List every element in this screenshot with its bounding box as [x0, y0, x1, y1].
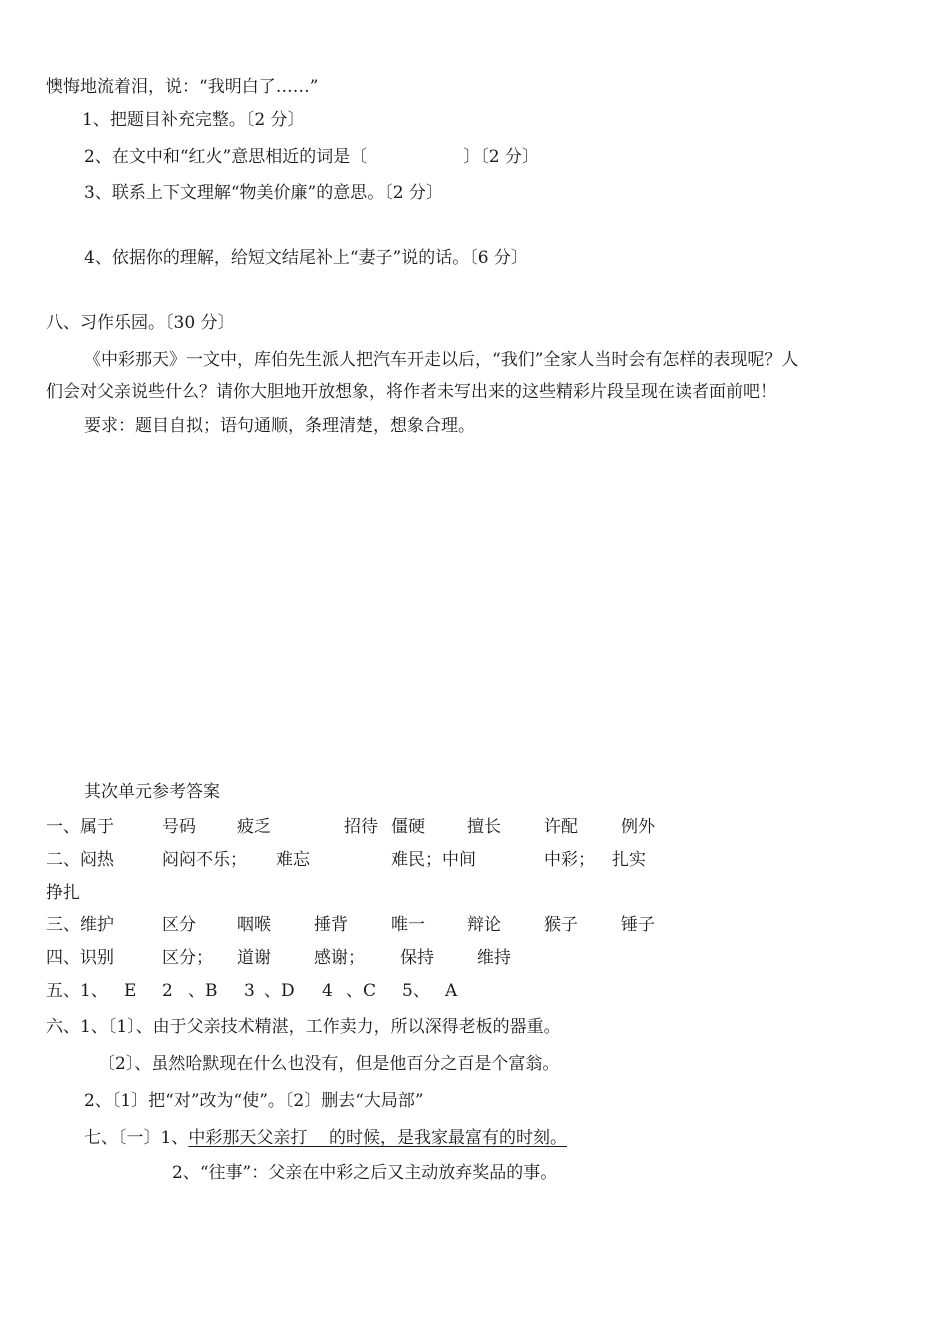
answer-item: 例外: [621, 817, 655, 837]
answer-item: 唯一: [391, 915, 425, 935]
answer-item: 疲乏: [237, 817, 271, 837]
answer-item: 3: [244, 981, 255, 1001]
answer-item: 辩论: [467, 915, 501, 935]
answers-title: 其次单元参考答案: [84, 782, 220, 802]
answer-item: A: [445, 981, 458, 1001]
answer-item: 许配: [544, 817, 578, 837]
answer-item: 难忘: [276, 850, 310, 870]
answer-item: 道谢: [237, 948, 271, 968]
section-8-para-line-1: 《中彩那天》一文中，库伯先生派人把汽车开走以后，“我们”全家人当时会有怎样的表现呢？人: [84, 350, 799, 370]
question-3: 3、联系上下文理解“物美价廉”的意思。〔2 分〕: [84, 183, 443, 203]
answers-seven-1: [84, 1127, 567, 1149]
answer-item: 5、: [402, 981, 430, 1001]
answer-item: 、C: [346, 981, 377, 1001]
answer-item: 锤子: [621, 915, 655, 935]
question-4: 4、依据你的理解，给短文结尾补上“妻子”说的话。〔6 分〕: [84, 248, 528, 268]
answer-item: 区分: [162, 915, 196, 935]
answers-seven-prefix: 七、〔一〕1、: [84, 1128, 189, 1148]
answer-item: 4: [322, 981, 333, 1001]
answer-item: 闷闷不乐；: [162, 850, 247, 870]
question-2-score: 〕〔2 分〕: [463, 147, 539, 167]
answer-item: 、B: [188, 981, 218, 1001]
answer-item: 、D: [264, 981, 295, 1001]
answer-item: 猴子: [544, 915, 578, 935]
answer-item: 咽喉: [237, 915, 271, 935]
answers-six-2: 〔2〕、虽然哈默现在什么也没有，但是他百分之百是个富翁。: [98, 1054, 560, 1074]
question-2: [84, 146, 539, 168]
answer-item: 号码: [162, 817, 196, 837]
answer-item: 捶背: [314, 915, 348, 935]
answer-item: 难民；中间: [391, 850, 476, 870]
answers-seven-underlined: 中彩那天父亲打 的时候，是我家最富有的时刻。: [188, 1128, 567, 1148]
answers-seven-2: 2、“往事”：父亲在中彩之后又主动放弃奖品的事。: [172, 1163, 558, 1183]
answer-item: 区分；: [162, 948, 213, 968]
answer-item: 二、闷热: [46, 850, 114, 870]
answer-item: 招待: [344, 817, 378, 837]
answer-item: E: [124, 981, 137, 1001]
question-1: 1、把题目补充完整。〔2 分〕: [82, 110, 305, 130]
answer-item: 2: [162, 981, 173, 1001]
answers-row-2-wrap: 挣扎: [46, 883, 80, 903]
answer-item: 维持: [477, 948, 511, 968]
answer-item: 扎实: [612, 850, 646, 870]
answers-six-1: 六、1、〔1〕、由于父亲技术精湛，工作卖力，所以深得老板的器重。: [46, 1017, 561, 1037]
answers-six-3: 2、〔1〕把“对”改为“使”。〔2〕删去“大局部”: [84, 1091, 424, 1111]
answer-item: 感谢；: [314, 948, 365, 968]
answer-item: 擅长: [467, 817, 501, 837]
answer-item: 三、维护: [46, 915, 114, 935]
answer-item: 僵硬: [391, 817, 425, 837]
section-8-requirement: 要求：题目自拟；语句通顺，条理清楚，想象合理。: [84, 416, 475, 436]
section-8-heading: 八、习作乐园。〔30 分〕: [46, 313, 235, 333]
answer-item: 四、识别: [46, 948, 114, 968]
section-8-para-line-2: 们会对父亲说些什么？请你大胆地开放想象，将作者未写出来的这些精彩片段呈现在读者面前吧！: [46, 382, 777, 402]
answer-item: 中彩；: [544, 850, 595, 870]
answer-item: 保持: [400, 948, 434, 968]
answer-item: 一、属于: [46, 817, 114, 837]
story-ending-line: 懊悔地流着泪，说：“我明白了……”: [46, 77, 319, 97]
answer-item: 五、1、: [46, 981, 108, 1001]
question-2-text: 2、在文中和“红火”意思相近的词是〔: [84, 147, 368, 167]
